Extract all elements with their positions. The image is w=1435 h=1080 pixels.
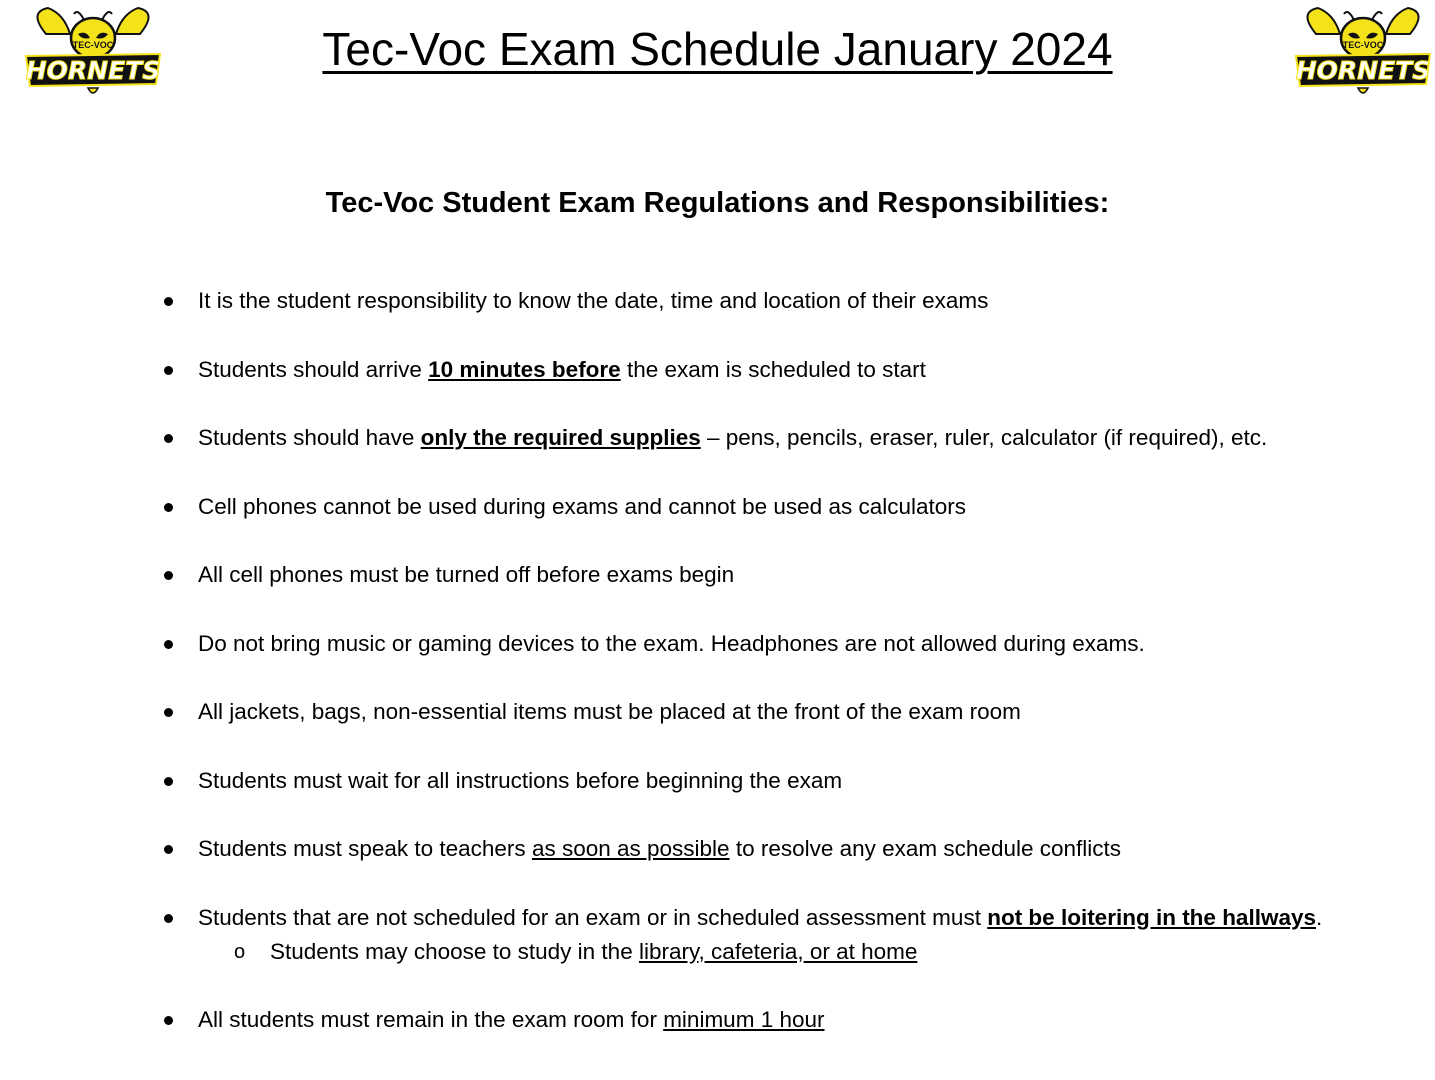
list-item xyxy=(162,695,1412,729)
sub-list-item xyxy=(198,935,1412,969)
rule-text: Students that are not scheduled for an exam or in scheduled assessment must xyxy=(198,904,988,930)
logo-top-text-left: TEC-VOC xyxy=(72,40,114,50)
bullet-icon xyxy=(164,366,173,375)
rule-text: to resolve any exam schedule conflicts xyxy=(729,836,1122,861)
sub-rule-underlined: library, cafeteria, or at home xyxy=(638,938,918,964)
regulations-list xyxy=(162,284,1412,1072)
rule-text: Students must speak to teachers xyxy=(198,836,532,861)
rule-emphasis: only the required supplies xyxy=(420,425,701,450)
list-item xyxy=(162,901,1412,969)
logo-top-text-right: TEC-VOC xyxy=(1342,40,1384,50)
bullet-icon xyxy=(164,777,173,786)
hollow-bullet-icon: o xyxy=(234,940,246,963)
rule-text: – pens, pencils, eraser, ruler, calculator (if required), etc. xyxy=(700,425,1268,450)
rule-text: Cell phones cannot be used during exams and cannot be used as calculators xyxy=(198,493,966,519)
rule-emphasis: 10 minutes before xyxy=(428,356,621,382)
rule-text: All cell phones must be turned off before exams begin xyxy=(198,562,735,587)
bullet-icon xyxy=(164,708,173,717)
bullet-icon xyxy=(164,503,173,512)
rule-underlined: as soon as possible xyxy=(531,836,730,861)
rule-emphasis: not be loitering in the hallways xyxy=(987,904,1316,930)
rule-text: the exam is scheduled to start xyxy=(620,356,926,382)
list-item xyxy=(162,627,1412,661)
list-item xyxy=(162,558,1412,592)
bullet-icon xyxy=(164,1016,173,1025)
list-item xyxy=(162,353,1412,387)
rule-text: Do not bring music or gaming devices to the exam. Headphones are not allowed during exams. xyxy=(198,630,1145,656)
list-item xyxy=(162,490,1412,524)
rule-text: Students should arrive xyxy=(198,356,429,382)
logo-main-text-right: HORNETS xyxy=(1295,56,1431,85)
bullet-icon xyxy=(164,434,173,443)
bullet-icon xyxy=(164,845,173,854)
bullet-icon xyxy=(164,914,173,923)
list-item xyxy=(162,832,1412,866)
rule-text: It is the student responsibility to know the date, time and location of their exams xyxy=(198,288,989,313)
rule-text: . xyxy=(1316,904,1323,930)
list-item xyxy=(162,421,1412,455)
sub-rule-text: Students may choose to study in the xyxy=(270,938,639,964)
sub-list xyxy=(198,935,1412,969)
page-title: Tec-Voc Exam Schedule January 2024 xyxy=(322,23,1113,75)
list-item xyxy=(162,764,1412,798)
section-heading: Tec-Voc Student Exam Regulations and Responsibilities: xyxy=(325,187,1110,219)
bullet-icon xyxy=(164,571,173,580)
list-item xyxy=(162,284,1412,318)
logo-main-text-left: HORNETS xyxy=(25,56,161,85)
rule-text: All jackets, bags, non-essential items must be placed at the front of the exam room xyxy=(198,699,1021,724)
rule-underlined: minimum 1 hour xyxy=(663,1007,825,1032)
bullet-icon xyxy=(164,640,173,649)
rule-text: Students must wait for all instructions before beginning the exam xyxy=(198,767,843,793)
bullet-icon xyxy=(164,297,173,306)
rule-text: Students should have xyxy=(198,425,421,450)
rule-text: All students must remain in the exam room for xyxy=(198,1007,664,1032)
list-item xyxy=(162,1003,1412,1037)
